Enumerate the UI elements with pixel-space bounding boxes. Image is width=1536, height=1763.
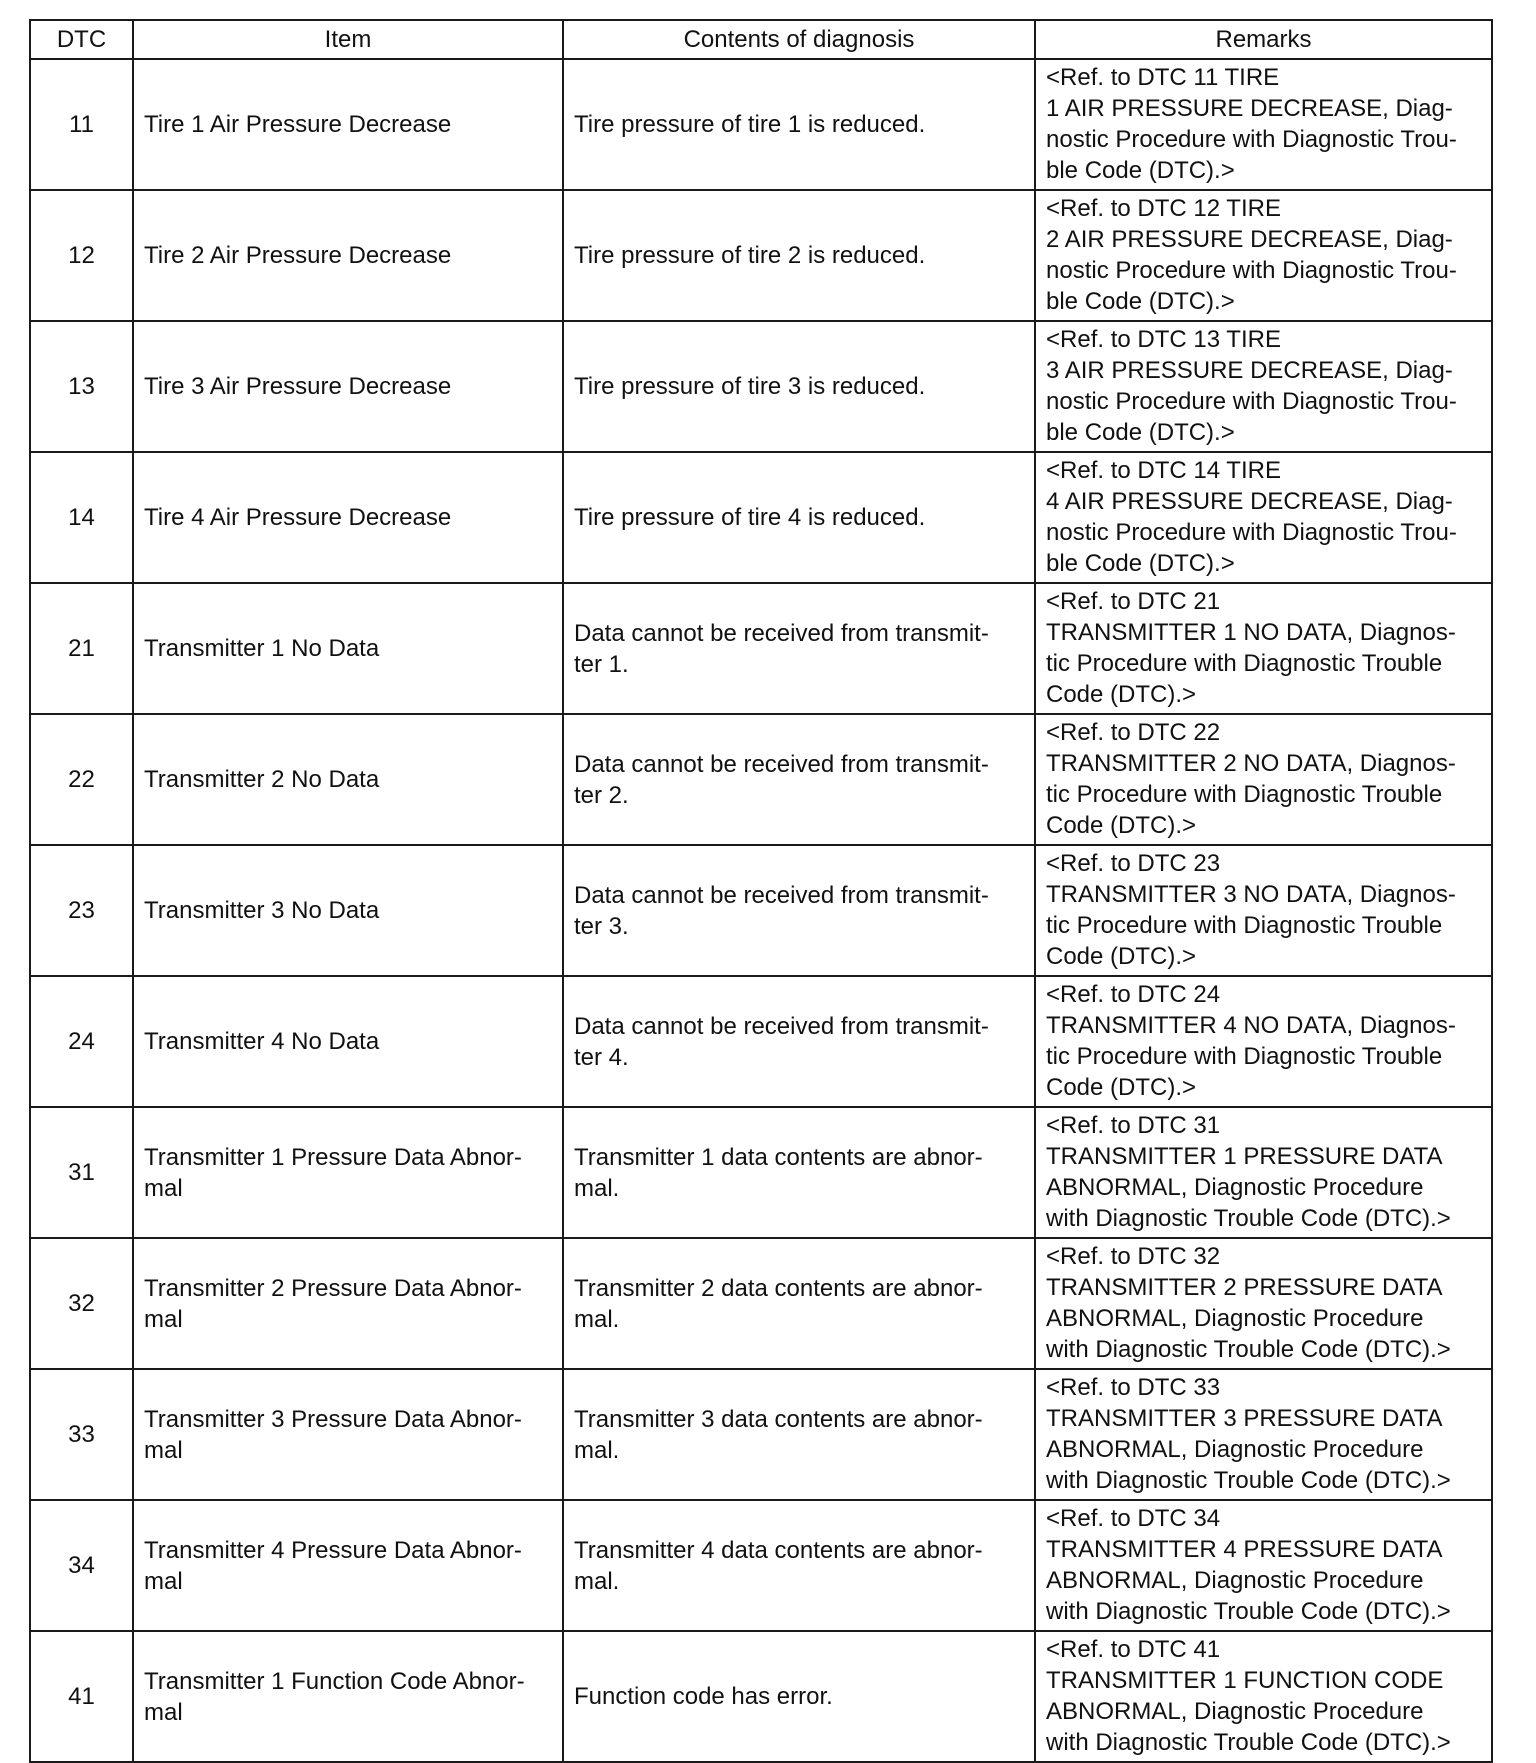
remarks-line: 1 AIR PRESSURE DECREASE, Diag- <box>1046 95 1453 122</box>
remarks-line: <Ref. to DTC 32 <box>1046 1243 1221 1270</box>
remarks-line: nostic Procedure with Diagnostic Trou- <box>1046 126 1457 153</box>
dtc-code-cell: 31 <box>30 1107 133 1238</box>
item-line: Tire 4 Air Pressure Decrease <box>144 504 452 531</box>
dtc-code-cell: 12 <box>30 190 133 321</box>
dtc-code-cell: 13 <box>30 321 133 452</box>
item-line: Transmitter 4 Pressure Data Abnor- <box>144 1536 522 1564</box>
remarks-line: TRANSMITTER 4 NO DATA, Diagnos- <box>1046 1012 1456 1039</box>
remarks-line: 3 AIR PRESSURE DECREASE, Diag- <box>1046 357 1453 384</box>
item-line: Transmitter 1 No Data <box>144 635 380 662</box>
remarks-line: Code (DTC).> <box>1046 1074 1197 1101</box>
table-row <box>30 59 1492 190</box>
contents-line: Transmitter 2 data contents are abnor- <box>574 1274 983 1302</box>
contents-cell <box>563 1369 1035 1500</box>
remarks-line: with Diagnostic Trouble Code (DTC).> <box>1046 1205 1451 1232</box>
header-dtc: DTC <box>30 20 133 59</box>
dtc-code-cell: 32 <box>30 1238 133 1369</box>
contents-line: ter 2. <box>574 781 629 809</box>
contents-cell <box>563 1500 1035 1631</box>
contents-line: ter 3. <box>574 912 629 940</box>
remarks-cell <box>1035 1107 1492 1238</box>
item-cell <box>133 59 563 190</box>
contents-cell <box>563 452 1035 583</box>
item-line: Transmitter 1 Function Code Abnor- <box>144 1667 525 1695</box>
remarks-line: <Ref. to DTC 33 <box>1046 1374 1221 1401</box>
header-contents: Contents of diagnosis <box>563 20 1035 59</box>
dtc-code-cell: 14 <box>30 452 133 583</box>
dtc-code-cell: 41 <box>30 1631 133 1762</box>
header-item: Item <box>133 20 563 59</box>
table-row <box>30 190 1492 321</box>
table-row <box>30 1500 1492 1631</box>
remarks-cell <box>1035 321 1492 452</box>
item-cell <box>133 1107 563 1238</box>
remarks-line: TRANSMITTER 2 NO DATA, Diagnos- <box>1046 750 1456 777</box>
contents-line: Data cannot be received from transmit- <box>574 881 989 909</box>
remarks-line: with Diagnostic Trouble Code (DTC).> <box>1046 1467 1451 1494</box>
remarks-line: ABNORMAL, Diagnostic Procedure <box>1046 1698 1424 1725</box>
contents-cell <box>563 714 1035 845</box>
remarks-line: <Ref. to DTC 11 TIRE <box>1046 64 1280 91</box>
table-row <box>30 583 1492 714</box>
remarks-line: tic Procedure with Diagnostic Trouble <box>1046 912 1443 939</box>
contents-line: Data cannot be received from transmit- <box>574 1012 989 1040</box>
contents-cell <box>563 1631 1035 1762</box>
contents-cell <box>563 1238 1035 1369</box>
remarks-cell <box>1035 190 1492 321</box>
contents-line: Tire pressure of tire 3 is reduced. <box>574 373 926 400</box>
contents-line: mal. <box>574 1305 620 1333</box>
table-row <box>30 1369 1492 1500</box>
remarks-cell <box>1035 845 1492 976</box>
item-cell <box>133 845 563 976</box>
item-line: Transmitter 3 Pressure Data Abnor- <box>144 1405 522 1433</box>
remarks-line: tic Procedure with Diagnostic Trouble <box>1046 650 1443 677</box>
remarks-cell <box>1035 1238 1492 1369</box>
remarks-line: nostic Procedure with Diagnostic Trou- <box>1046 519 1457 546</box>
item-line: Transmitter 4 No Data <box>144 1028 380 1055</box>
contents-line: Data cannot be received from transmit- <box>574 750 989 778</box>
table-row <box>30 452 1492 583</box>
remarks-line: ABNORMAL, Diagnostic Procedure <box>1046 1174 1424 1201</box>
item-line: Tire 3 Air Pressure Decrease <box>144 373 452 400</box>
contents-cell <box>563 845 1035 976</box>
remarks-line: Code (DTC).> <box>1046 812 1197 839</box>
remarks-line: nostic Procedure with Diagnostic Trou- <box>1046 388 1457 415</box>
table-row <box>30 845 1492 976</box>
remarks-line: <Ref. to DTC 21 <box>1046 588 1221 615</box>
dtc-code-cell: 23 <box>30 845 133 976</box>
remarks-cell <box>1035 1500 1492 1631</box>
contents-line: mal. <box>574 1174 620 1202</box>
remarks-line: 4 AIR PRESSURE DECREASE, Diag- <box>1046 488 1453 515</box>
table-row <box>30 976 1492 1107</box>
remarks-line: ble Code (DTC).> <box>1046 157 1235 184</box>
contents-line: mal. <box>574 1436 620 1464</box>
contents-line: mal. <box>574 1567 620 1595</box>
contents-line: Tire pressure of tire 4 is reduced. <box>574 504 926 531</box>
remarks-line: tic Procedure with Diagnostic Trouble <box>1046 781 1443 808</box>
remarks-line: TRANSMITTER 3 NO DATA, Diagnos- <box>1046 881 1456 908</box>
contents-line: Data cannot be received from transmit- <box>574 619 989 647</box>
table-row <box>30 1107 1492 1238</box>
remarks-line: TRANSMITTER 3 PRESSURE DATA <box>1046 1405 1443 1432</box>
item-cell <box>133 1500 563 1631</box>
item-line: mal <box>144 1436 183 1464</box>
remarks-line: TRANSMITTER 1 PRESSURE DATA <box>1046 1143 1443 1170</box>
item-cell <box>133 583 563 714</box>
item-line: mal <box>144 1567 183 1595</box>
remarks-cell <box>1035 714 1492 845</box>
dtc-code-cell: 24 <box>30 976 133 1107</box>
remarks-line: 2 AIR PRESSURE DECREASE, Diag- <box>1046 226 1453 253</box>
contents-cell <box>563 976 1035 1107</box>
remarks-cell <box>1035 1369 1492 1500</box>
dtc-table <box>29 19 1493 1763</box>
remarks-cell <box>1035 583 1492 714</box>
remarks-line: <Ref. to DTC 12 TIRE <box>1046 195 1281 222</box>
remarks-line: TRANSMITTER 2 PRESSURE DATA <box>1046 1274 1443 1301</box>
item-cell <box>133 714 563 845</box>
table-row <box>30 714 1492 845</box>
remarks-line: <Ref. to DTC 13 TIRE <box>1046 326 1281 353</box>
remarks-line: ble Code (DTC).> <box>1046 288 1235 315</box>
contents-line: Transmitter 1 data contents are abnor- <box>574 1143 983 1171</box>
remarks-line: with Diagnostic Trouble Code (DTC).> <box>1046 1336 1451 1363</box>
remarks-line: <Ref. to DTC 14 TIRE <box>1046 457 1281 484</box>
remarks-cell <box>1035 976 1492 1107</box>
remarks-cell <box>1035 1631 1492 1762</box>
contents-line: ter 1. <box>574 650 629 678</box>
remarks-line: Code (DTC).> <box>1046 681 1197 708</box>
item-line: mal <box>144 1698 183 1726</box>
contents-cell <box>563 59 1035 190</box>
remarks-line: <Ref. to DTC 24 <box>1046 981 1221 1008</box>
item-line: Transmitter 2 No Data <box>144 766 380 793</box>
item-cell <box>133 190 563 321</box>
remarks-line: ble Code (DTC).> <box>1046 419 1235 446</box>
remarks-line: nostic Procedure with Diagnostic Trou- <box>1046 257 1457 284</box>
contents-line: Function code has error. <box>574 1683 833 1710</box>
dtc-code-cell: 33 <box>30 1369 133 1500</box>
contents-cell <box>563 321 1035 452</box>
item-cell <box>133 1631 563 1762</box>
remarks-line: ABNORMAL, Diagnostic Procedure <box>1046 1436 1424 1463</box>
item-line: Tire 1 Air Pressure Decrease <box>144 111 452 138</box>
item-cell <box>133 321 563 452</box>
contents-line: ter 4. <box>574 1043 629 1071</box>
table-row <box>30 1631 1492 1762</box>
remarks-line: ABNORMAL, Diagnostic Procedure <box>1046 1567 1424 1594</box>
remarks-line: <Ref. to DTC 34 <box>1046 1505 1221 1532</box>
contents-line: Tire pressure of tire 2 is reduced. <box>574 242 926 269</box>
remarks-line: ABNORMAL, Diagnostic Procedure <box>1046 1305 1424 1332</box>
remarks-line: TRANSMITTER 1 FUNCTION CODE <box>1046 1667 1444 1694</box>
dtc-code-cell: 22 <box>30 714 133 845</box>
remarks-line: tic Procedure with Diagnostic Trouble <box>1046 1043 1443 1070</box>
item-line: Transmitter 3 No Data <box>144 897 380 924</box>
dtc-code-cell: 34 <box>30 1500 133 1631</box>
contents-line: Tire pressure of tire 1 is reduced. <box>574 111 926 138</box>
table-body <box>30 59 1492 1762</box>
table-row <box>30 321 1492 452</box>
contents-line: Transmitter 3 data contents are abnor- <box>574 1405 983 1433</box>
remarks-line: <Ref. to DTC 22 <box>1046 719 1221 746</box>
remarks-line: TRANSMITTER 4 PRESSURE DATA <box>1046 1536 1443 1563</box>
item-cell <box>133 976 563 1107</box>
item-line: Transmitter 1 Pressure Data Abnor- <box>144 1143 522 1171</box>
table-header <box>30 20 1492 59</box>
item-line: mal <box>144 1174 183 1202</box>
remarks-cell <box>1035 452 1492 583</box>
item-cell <box>133 1238 563 1369</box>
item-line: mal <box>144 1305 183 1333</box>
remarks-line: <Ref. to DTC 41 <box>1046 1636 1221 1663</box>
remarks-line: <Ref. to DTC 31 <box>1046 1112 1221 1139</box>
header-row <box>30 20 1492 59</box>
contents-cell <box>563 583 1035 714</box>
item-cell <box>133 1369 563 1500</box>
remarks-line: Code (DTC).> <box>1046 943 1197 970</box>
contents-line: Transmitter 4 data contents are abnor- <box>574 1536 983 1564</box>
remarks-line: with Diagnostic Trouble Code (DTC).> <box>1046 1729 1451 1756</box>
remarks-line: TRANSMITTER 1 NO DATA, Diagnos- <box>1046 619 1456 646</box>
item-line: Transmitter 2 Pressure Data Abnor- <box>144 1274 522 1302</box>
dtc-code-cell: 21 <box>30 583 133 714</box>
table-row <box>30 1238 1492 1369</box>
remarks-cell <box>1035 59 1492 190</box>
header-remarks: Remarks <box>1035 20 1492 59</box>
remarks-line: <Ref. to DTC 23 <box>1046 850 1221 877</box>
item-cell <box>133 452 563 583</box>
contents-cell <box>563 1107 1035 1238</box>
remarks-line: ble Code (DTC).> <box>1046 550 1235 577</box>
contents-cell <box>563 190 1035 321</box>
remarks-line: with Diagnostic Trouble Code (DTC).> <box>1046 1598 1451 1625</box>
dtc-code-cell: 11 <box>30 59 133 190</box>
item-line: Tire 2 Air Pressure Decrease <box>144 242 452 269</box>
